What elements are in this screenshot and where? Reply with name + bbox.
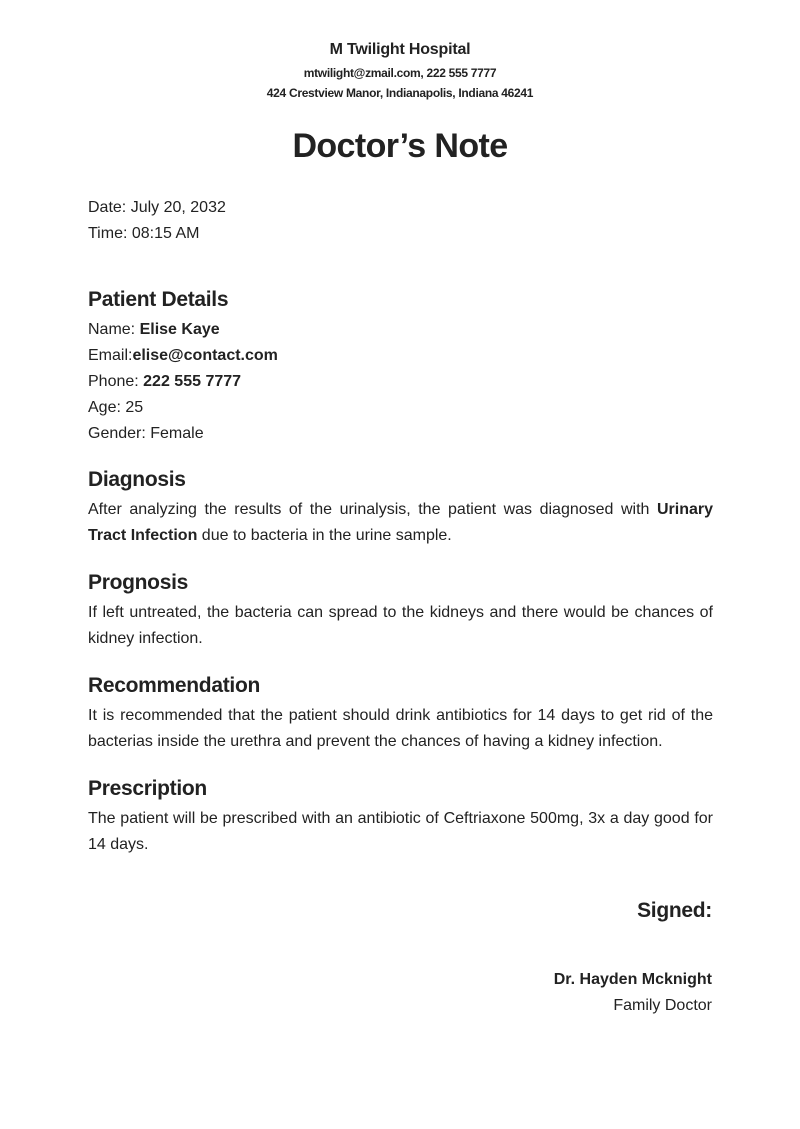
prescription-text: The patient will be prescribed with an antibiotic of Ceftriaxone 500mg, 3x a day good for 14 days. [88, 810, 713, 853]
doctor-role: Family Doctor [613, 997, 712, 1014]
patient-name-line [88, 320, 220, 340]
diagnosis-text-after: due to bacteria in the urine sample. [197, 527, 452, 544]
recommendation-text: It is recommended that the patient should drink antibiotics for 14 days to get rid of the bacterias inside the urethra and prevent the chances of having a kidney infection. [88, 707, 713, 750]
patient-phone-label: Phone: [88, 373, 144, 390]
diagnosis-condition: Urinary Tract Infection [88, 501, 713, 544]
hospital-contact: mtwilight@zmail.com, 222 555 7777 [303, 66, 497, 80]
patient-name-label: Name: [88, 321, 140, 338]
diagnosis-text [88, 497, 713, 549]
diagnosis-text-before: After analyzing the results of the urinalysis, the patient was diagnosed with [88, 501, 657, 518]
patient-gender: Gender: Female [88, 425, 204, 442]
patient-phone-line [88, 372, 241, 392]
patient-email-label: Email: [88, 347, 133, 364]
signed-label: Signed: [637, 899, 712, 922]
note-date: Date: July 20, 2032 [88, 199, 226, 216]
recommendation-heading: Recommendation [88, 674, 260, 697]
patient-details-heading: Patient Details [88, 288, 229, 311]
prescription-heading: Prescription [88, 777, 207, 800]
patient-name-value: Elise Kaye [139, 321, 220, 338]
prognosis-heading: Prognosis [88, 571, 188, 594]
hospital-address: 424 Crestview Manor, Indianapolis, Indiana 46241 [266, 86, 534, 100]
note-time: Time: 08:15 AM [88, 225, 200, 242]
hospital-name: M Twilight Hospital [329, 41, 471, 58]
patient-email-value: elise@contact.com [132, 347, 278, 364]
prognosis-text: If left untreated, the bacteria can spread to the kidneys and there would be chances of kidney infection. [88, 604, 713, 647]
doctor-name: Dr. Hayden Mcknight [553, 971, 712, 988]
patient-phone-value: 222 555 7777 [143, 373, 242, 390]
page-title: Doctor’s Note [292, 127, 508, 165]
diagnosis-heading: Diagnosis [88, 468, 186, 491]
patient-age: Age: 25 [88, 399, 144, 416]
patient-email-line [88, 346, 278, 366]
